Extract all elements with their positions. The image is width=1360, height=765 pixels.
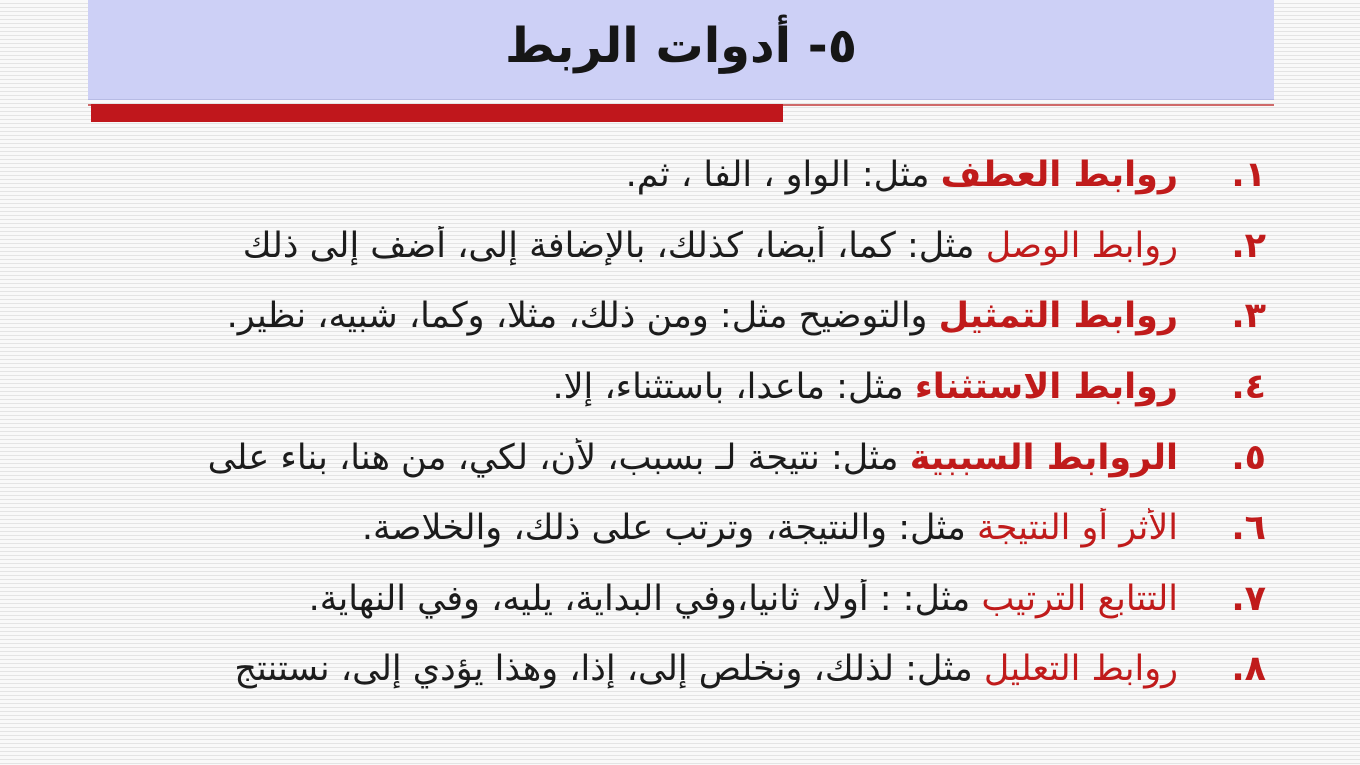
list-number: ٢. — [1231, 225, 1266, 266]
connector-examples: مثل: لذلك، ونخلص إلى، إذا، وهذا يؤدي إلى، نستنتج — [234, 649, 984, 690]
list-number: ٣. — [1231, 296, 1266, 337]
list-item — [96, 422, 1266, 493]
connector-examples: مثل: : أولا، ثانيا،وفي البداية، يليه، وفي النهاية. — [308, 578, 982, 619]
connector-examples: مثل: والنتيجة، وترتب على ذلك، والخلاصة. — [361, 508, 977, 549]
list-number: ٧. — [1231, 578, 1266, 619]
connector-term: روابط الاستثناء — [914, 367, 1178, 408]
list-item — [96, 211, 1266, 282]
list-item — [96, 634, 1266, 705]
connector-examples: والتوضيح مثل: ومن ذلك، مثلا، وكما، شبيه، نظير. — [226, 296, 939, 337]
list-text — [96, 579, 1178, 619]
connector-term: الأثر أو النتيجة — [976, 508, 1178, 549]
connector-examples: مثل: الواو ، الفا ، ثم. — [625, 155, 941, 196]
list-text — [96, 226, 1178, 266]
list-item — [96, 352, 1266, 423]
connector-examples: مثل: نتيجة لـ بسبب، لأن، لكي، من هنا، بناء على — [207, 437, 910, 478]
list-item — [96, 493, 1266, 564]
list-text — [96, 508, 1178, 548]
list-item — [96, 140, 1266, 211]
list-number: ٥. — [1231, 437, 1266, 478]
connector-term: روابط التعليل — [983, 649, 1178, 690]
connector-term: روابط العطف — [940, 155, 1178, 196]
connector-term: التتابع الترتيب — [981, 578, 1178, 619]
list-number: ٨. — [1231, 649, 1266, 690]
list-text — [96, 155, 1178, 195]
title-underline-thick — [91, 104, 783, 122]
connector-term: الروابط السببية — [909, 437, 1178, 478]
connector-term: روابط الوصل — [985, 225, 1178, 266]
title-band — [88, 0, 1274, 100]
list-item — [96, 281, 1266, 352]
list-text — [96, 649, 1178, 689]
connector-examples: مثل: كما، أيضا، كذلك، بالإضافة إلى، أضف إلى ذلك — [242, 225, 986, 266]
list-text — [96, 367, 1178, 407]
list-item — [96, 564, 1266, 635]
list-text — [96, 438, 1178, 478]
list-text — [96, 296, 1178, 336]
connectors-list — [96, 140, 1266, 705]
slide-title: ٥- أدوات الربط — [504, 18, 857, 74]
connector-term: روابط التمثيل — [938, 296, 1178, 337]
connector-examples: مثل: ماعدا، باستثناء، إلا. — [552, 367, 915, 408]
list-number: ٤. — [1231, 367, 1266, 408]
list-number: ١. — [1231, 155, 1266, 196]
list-number: ٦. — [1231, 508, 1266, 549]
